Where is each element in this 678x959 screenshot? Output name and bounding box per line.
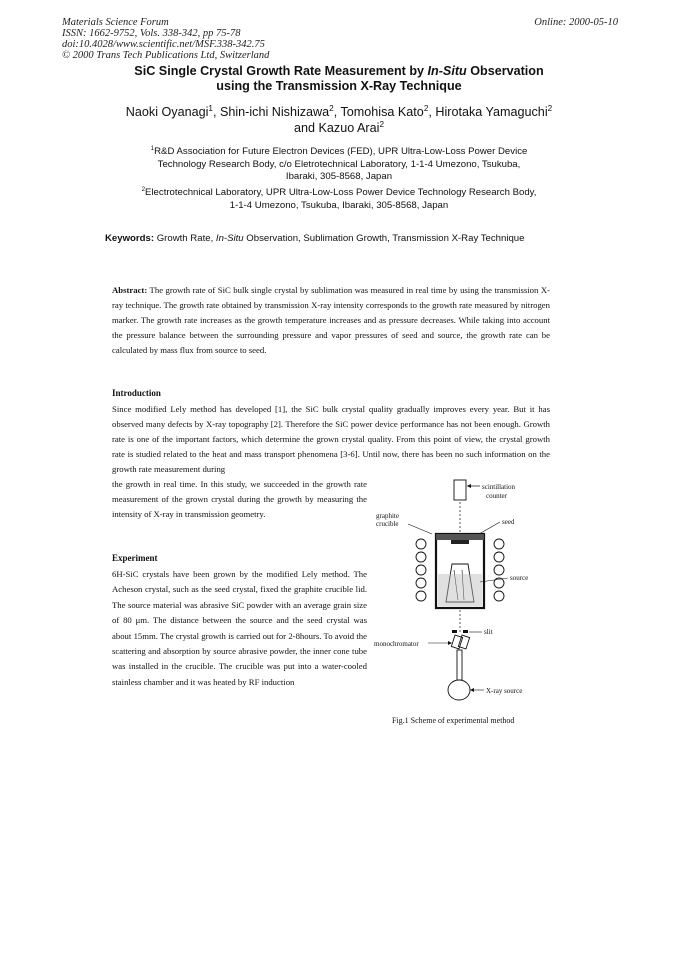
- affiliation-1: [62, 146, 616, 184]
- rf-coil: [494, 552, 504, 562]
- affiliation-2: [62, 187, 616, 212]
- keywords-italic: In-Situ: [215, 233, 244, 244]
- label-scintillation: scintillation: [482, 483, 516, 491]
- author-name: Hirotaka Yamaguchi: [435, 105, 548, 119]
- slit: [452, 630, 457, 633]
- doi-line[interactable]: doi:10.4028/www.scientific.net/MSF.338-342.75: [62, 39, 265, 50]
- author-affil-mark: 2: [423, 103, 429, 113]
- abstract-text: The growth rate of SiC bulk single crystal by sublimation was measured in real time by using the transmission X-ray technique. The growth rate obtained by transmission X-ray intensity corresponds to the growth rate measured by nitrogen marker. The growth rate increases as the growth temperature increases and as pressure decreases. While taking into account the pressure balance between the surrounding pressure and vapor pressures of seed and source, the growth rate can be calculated by mass flux from source to seed.: [112, 285, 550, 356]
- arrow-head: [467, 484, 471, 488]
- issn-line: ISSN: 1662-9752, Vols. 338-342, pp 75-78: [62, 28, 241, 39]
- rf-coil: [494, 539, 504, 549]
- author-separator: ,: [428, 105, 436, 119]
- label-source: source: [510, 574, 529, 582]
- figure-caption: Fig.1 Scheme of experimental method: [392, 716, 515, 725]
- affil-line: Ibaraki, 305-8568, Japan: [285, 171, 393, 182]
- title-italic: In-Situ: [427, 64, 467, 78]
- affil-line: Electrotechnical Laboratory, UPR Ultra-Low-Loss Power Device Technology Research Body,: [145, 187, 537, 198]
- rf-coil: [416, 539, 426, 549]
- keywords: [105, 233, 575, 245]
- journal-name: Materials Science Forum: [62, 17, 169, 28]
- label-seed: seed: [502, 518, 515, 526]
- author-name: Tomohisa Kato: [340, 105, 424, 119]
- author-affil-mark: 2: [379, 119, 384, 129]
- rf-coil: [494, 565, 504, 575]
- introduction-heading: Introduction: [112, 388, 161, 398]
- scintillation-counter: [454, 480, 466, 500]
- xray-source: [448, 680, 470, 700]
- source-powder: [438, 574, 482, 606]
- copyright-line: © 2000 Trans Tech Publications Ltd, Switzerland: [62, 50, 270, 61]
- slit: [463, 630, 468, 633]
- author-affil-mark: 2: [329, 103, 334, 113]
- author-name: Kazuo Arai: [318, 121, 380, 135]
- crucible-lid: [436, 534, 484, 540]
- title-line2: using the Transmission X-Ray Technique: [216, 79, 462, 93]
- online-date: Online: 2000-05-10: [534, 17, 618, 28]
- author-separator: ,: [333, 105, 341, 119]
- title-part2: Observation: [466, 64, 544, 78]
- label-graphite: graphite: [376, 512, 399, 520]
- affil-line: 1-1-4 Umezono, Tsukuba, Ibaraki, 305-8568, Japan: [229, 199, 449, 211]
- label-monochromator: monochromator: [374, 640, 419, 648]
- abstract: [112, 283, 550, 358]
- affil-line: R&D Association for Future Electron Devices (FED), UPR Ultra-Low-Loss Power Device: [154, 146, 528, 157]
- affil-line: Technology Research Body, c/o Eletrotechnical Laboratory, 1-1-4 Umezono, Tsukuba,: [157, 158, 521, 170]
- experiment-scheme-figure: [372, 478, 552, 703]
- paper-title: [62, 64, 616, 94]
- xray-tube: [457, 650, 462, 680]
- author-separator: ,: [212, 105, 220, 119]
- rf-coil: [416, 565, 426, 575]
- arrow-head: [470, 688, 474, 692]
- keywords-text: Observation, Sublimation Growth, Transmission X-Ray Technique: [243, 233, 525, 244]
- keywords-label: Keywords:: [105, 233, 155, 244]
- rf-coil: [494, 591, 504, 601]
- author-and: and: [294, 121, 319, 135]
- keywords-text: Growth Rate,: [154, 233, 216, 244]
- title-part1: SiC Single Crystal Growth Rate Measurement by: [134, 64, 428, 78]
- introduction-paragraph: Since modified Lely method has developed [1], the SiC bulk crystal quality gradually improves every year. But it has observed many defects by X-ray topography [2]. Therefore the SiC power device performance has not been enough. Growth rate is one of the important factors, which determine the grown crystal quality. From this point of view, the crystal growth rate is studied related to the heat and mass transport phenomena [3-6]. Until now, there has been no such information on the growth rate measurement during: [112, 404, 550, 475]
- abstract-label: Abstract:: [112, 285, 148, 295]
- rf-coil: [416, 578, 426, 588]
- label-crucible: crucible: [376, 520, 399, 528]
- rf-coil: [416, 591, 426, 601]
- author-name: Shin-ichi Nishizawa: [219, 105, 330, 119]
- journal-header: [62, 17, 269, 61]
- label-xray-source: X-ray source: [486, 687, 523, 695]
- rf-coil: [416, 552, 426, 562]
- author-affil-mark: 1: [208, 103, 213, 113]
- author-name: Naoki Oyanagi: [125, 105, 209, 119]
- seed-crystal: [451, 540, 469, 544]
- author-affil-mark: 2: [547, 103, 553, 113]
- introduction-paragraph-continued: the growth in real time. In this study, we succeeded in the growth rate measurement of the grown crystal during the growth by measuring the intensity of X-ray in transmission geometry.: [112, 479, 367, 520]
- experiment-paragraph: 6H-SiC crystals have been grown by the modified Lely method. The Acheson crystal, such as the seed crystal, fixed the graphite crucible lid. The source material was abrasive SiC powder with an average grain size of 80 μm. The distance between the source and the seed crystal was about 15mm. The crystal growth is carried out for 2-8hours. To avoid the scattering and absorption by source abrasive powder, the inner cone tube was installed in the crucible. The crucible was put into a water-cooled stainless chamber and it was heated by RF induction: [112, 569, 367, 687]
- label-counter: counter: [486, 492, 507, 500]
- affil-mark: 2: [141, 185, 146, 193]
- affil-mark: 1: [150, 144, 155, 152]
- label-slit: slit: [484, 628, 493, 636]
- author-list: [62, 104, 616, 136]
- graphite-leader: [408, 524, 432, 534]
- experiment-heading: Experiment: [112, 553, 158, 563]
- arrow-head: [448, 641, 452, 645]
